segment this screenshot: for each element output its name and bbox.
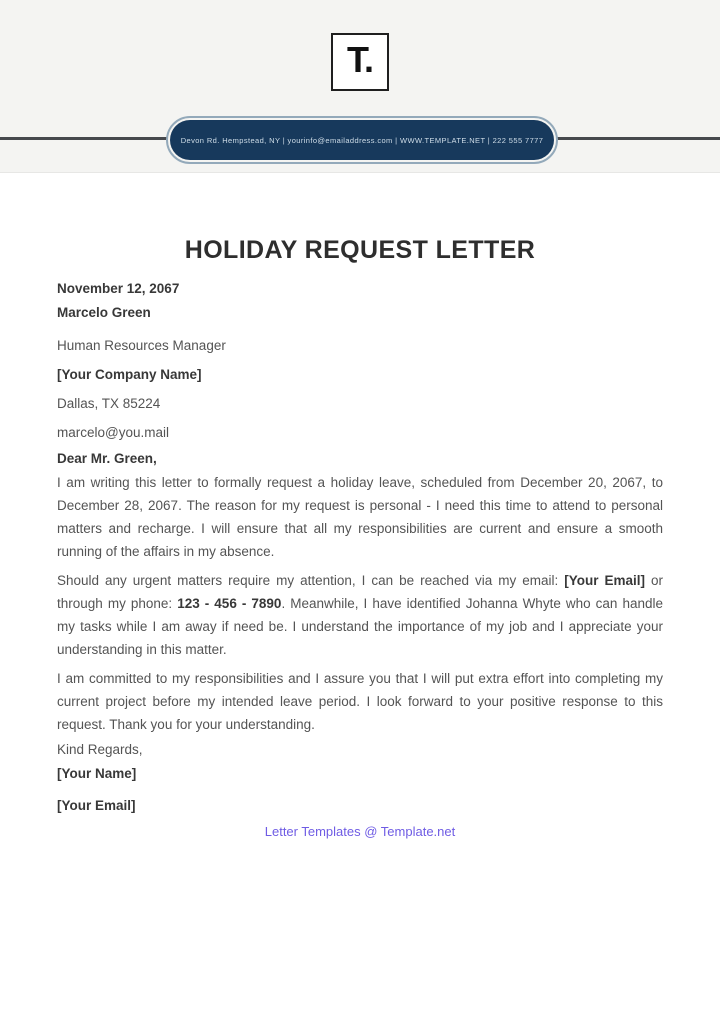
contact-banner-text: Devon Rd. Hempstead, NY | yourinfo@emailaddress.com | WWW.TEMPLATE.NET | 222 555 7777: [180, 135, 544, 145]
recipient-name: Marcelo Green: [57, 305, 151, 320]
closing: Kind Regards,: [57, 742, 143, 757]
paragraph-2-part3: . Meanwhile, I have identified Johanna Whyte who can handle my tasks while I am away if need be. I understand the importance of my job and I appreciate your understanding in this matter.: [57, 596, 664, 657]
paragraph-1: I am writing this letter to formally request a holiday leave, scheduled from December 20, 2067, to December 28, 2067. The reason for my request is personal - I need this time to attend to personal matters and recharge. I will ensure that all my responsibilities are current and ensure a smooth running of the affairs in my absence.: [57, 475, 663, 559]
signature-email-placeholder: [Your Email]: [57, 798, 136, 813]
template-logo: [331, 33, 389, 91]
phone-number-bold: 123 - 456 - 7890: [177, 596, 282, 611]
footer-link-row: [57, 824, 663, 839]
paragraph-3: I am committed to my responsibilities and I assure you that I will put extra effort into completing my current project before my intended leave period. I look forward to your positive response to this request. Thank you for your understanding.: [57, 671, 663, 732]
paragraph-2-part2: or through my phone:: [57, 573, 663, 611]
header-band: [0, 0, 720, 173]
recipient-title: Human Resources Manager: [57, 338, 226, 353]
paragraph-2-part1: Should any urgent matters require my attention, I can be reached via my email:: [57, 573, 565, 588]
paragraph-2: [57, 569, 663, 661]
recipient-address: Dallas, TX 85224: [57, 396, 161, 411]
email-placeholder-bold: [Your Email]: [564, 573, 645, 588]
contact-banner-inner: [170, 120, 554, 160]
contact-banner: [166, 116, 558, 164]
company-name-placeholder: [Your Company Name]: [57, 367, 202, 382]
template-logo-text: T.: [346, 39, 373, 80]
template-net-link[interactable]: Letter Templates @ Template.net: [264, 824, 456, 839]
letter-body: [57, 277, 663, 839]
page-title: HOLIDAY REQUEST LETTER: [184, 236, 536, 264]
recipient-email: marcelo@you.mail: [57, 425, 169, 440]
signature-name-placeholder: [Your Name]: [57, 766, 137, 781]
salutation: Dear Mr. Green,: [57, 451, 157, 466]
letter-date: November 12, 2067: [57, 281, 180, 296]
